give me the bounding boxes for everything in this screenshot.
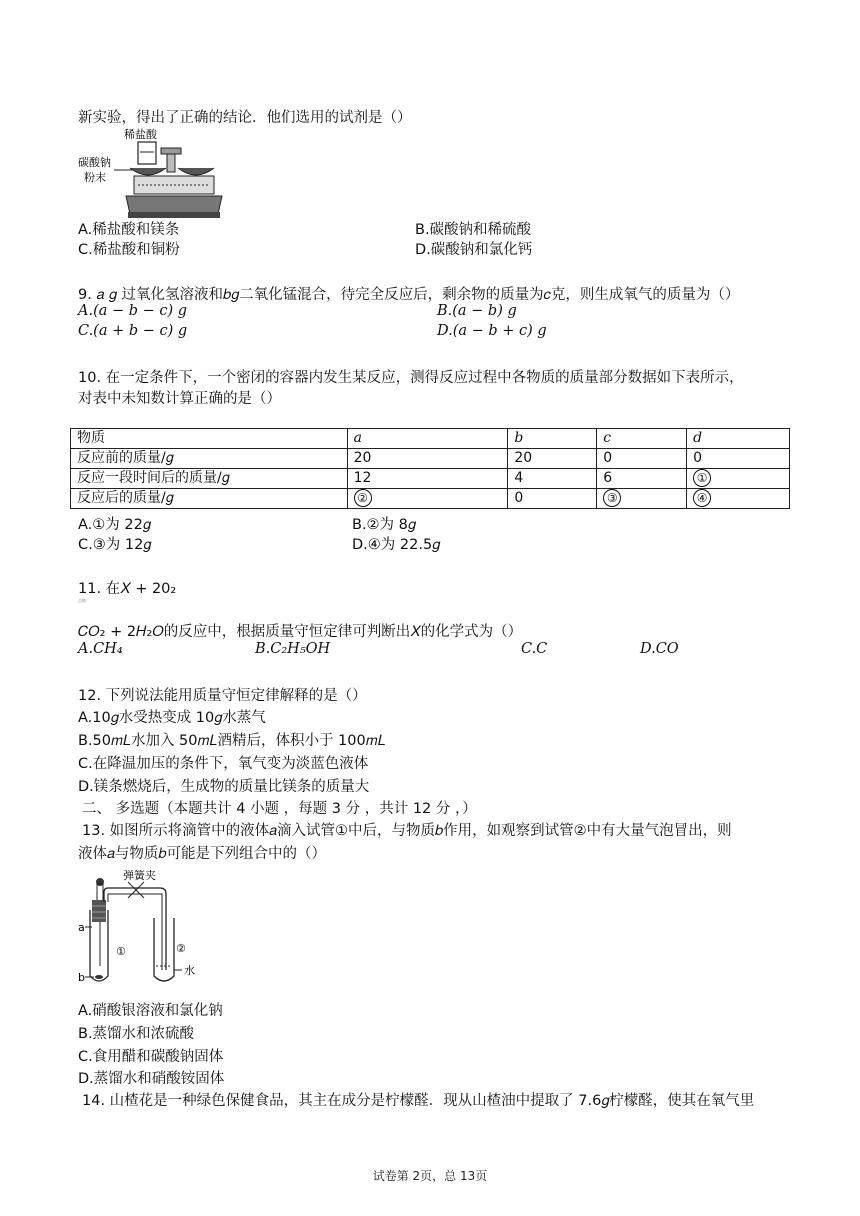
- q10-option-c: C.③为 12𝑔: [78, 537, 152, 553]
- q10-stem-line2: 对表中未知数计算正确的是（）: [78, 391, 281, 407]
- section-title: 二、 多选题（本题共计 4 小题 ，每题 3 分 ，共计 12 分 ，）: [82, 801, 477, 817]
- table-cell: 0: [597, 449, 687, 469]
- table-row: [71, 449, 790, 469]
- q12-stem: 12. 下列说法能用质量守恒定律解释的是（）: [78, 688, 367, 704]
- table-cell: [597, 489, 687, 509]
- table-cell: 0: [508, 489, 597, 509]
- q11-option-b: B.𝐶₂𝐻₅𝑂𝐻: [255, 641, 331, 657]
- table-cell: [687, 469, 790, 489]
- table-header-cell: 𝑐: [597, 429, 687, 449]
- q13-option-d: D.蒸馏水和硝酸铵固体: [78, 1071, 225, 1087]
- table-cell: 4: [508, 469, 597, 489]
- q11-stem-line2: 𝐶𝑂₂ + 2𝐻₂𝑂的反应中，根据质量守恒定律可判断出𝑋的化学式为（）: [78, 624, 523, 640]
- q9-option-d: D.(𝑎 − 𝑏 + 𝑐) 𝑔: [437, 323, 547, 339]
- circled-number: ②: [354, 489, 372, 507]
- q9-stem: 9. 𝑎 𝑔 过氧化氢溶液和𝑏𝑔二氧化锰混合，待完全反应后，剩余物的质量为𝑐克，则生成氧气的质量为（）: [78, 287, 740, 303]
- table-cell: 6: [597, 469, 687, 489]
- q13-option-b: B.蒸馏水和浓硫酸: [78, 1026, 195, 1042]
- fig-label-powder-1: 碳酸钠: [78, 156, 111, 169]
- table-header-cell: 𝑏: [508, 429, 597, 449]
- page-footer: 试卷第 2页，总 13页: [372, 1169, 488, 1183]
- circled-number: ④: [693, 489, 711, 507]
- table-cell: 反应后的质量/𝑔: [71, 489, 348, 509]
- circled-number: ①: [693, 469, 711, 487]
- q11-option-a: A.𝐶𝐻₄: [78, 641, 123, 657]
- q10-option-b: B.②为 8𝑔: [352, 517, 416, 533]
- q12-option-b: B.50𝑚𝐿水加入 50𝑚𝐿酒精后，体积小于 100𝑚𝐿: [78, 733, 386, 749]
- test-tube-figure: [76, 870, 206, 990]
- fig-tube1-label: ①: [116, 945, 126, 958]
- q12-option-a: A.10𝑔水受热变成 10𝑔水蒸气: [78, 710, 266, 726]
- table-cell: 20: [508, 449, 597, 469]
- q8-option-a: A.稀盐酸和镁条: [78, 222, 180, 238]
- q13-stem-line1: 13. 如图所示将滴管中的液体𝑎滴入试管①中后，与物质𝑏作用，如观察到试管②中有大量气泡冒出，则: [82, 823, 732, 839]
- table-cell: 反应一段时间后的质量/𝑔: [71, 469, 348, 489]
- q14-stem-line1: 14. 山楂花是一种绿色保健食品，其主在成分是柠檬醛．现从山楂油中提取了 7.6𝑔柠檬醛，使其在氧气里: [82, 1093, 755, 1109]
- q9-option-a: A.(𝑎 − 𝑏 − 𝑐) 𝑔: [78, 303, 188, 319]
- q12-option-d: D.镁条燃烧后，生成物的质量比镁条的质量大: [78, 779, 370, 795]
- q9-option-b: B.(𝑎 − 𝑏) 𝑔: [437, 303, 517, 319]
- table-header-cell: 𝑎: [347, 429, 508, 449]
- fig-water-label: 水: [184, 964, 195, 977]
- table-cell: 12: [347, 469, 508, 489]
- q11-stem-line1: 11. 在𝑋 + 20₂: [78, 581, 177, 597]
- fig-clamp-label: 弹簧夹: [123, 870, 156, 882]
- table-cell: 反应前的质量/𝑔: [71, 449, 348, 469]
- table-row: [71, 489, 790, 509]
- fig-b-label: b: [78, 971, 85, 984]
- fig-tube2-label: ②: [176, 942, 186, 955]
- fig-label-acid: 稀盐酸: [124, 128, 157, 141]
- q10-option-d: D.④为 22.5𝑔: [352, 537, 441, 553]
- q8-option-b: B.碳酸钠和稀硫酸: [415, 222, 532, 238]
- table-cell: 0: [687, 449, 790, 469]
- q8-option-d: D.碳酸钠和氯化钙: [415, 242, 533, 258]
- q10-stem-line1: 10. 在一定条件下，一个密闭的容器内发生某反应，测得反应过程中各物质的质量部分数据如下表所示，: [78, 370, 744, 386]
- fig-a-label: a: [78, 921, 85, 934]
- q11-option-c: C.𝐶: [521, 641, 548, 657]
- q13-option-c: C.食用醋和碳酸钠固体: [78, 1049, 224, 1065]
- table-header-cell: 物质: [71, 429, 348, 449]
- q11-tiny-mark: 点燃: [78, 598, 86, 603]
- q13-option-a: A.硝酸银溶液和氯化钠: [78, 1003, 223, 1019]
- q10-option-a: A.①为 22𝑔: [78, 517, 151, 533]
- q9-option-c: C.(𝑎 + 𝑏 − 𝑐) 𝑔: [78, 323, 188, 339]
- table-row: [71, 469, 790, 489]
- q13-stem-line2: 液体𝑎与物质𝑏可能是下列组合中的（）: [78, 846, 326, 862]
- table-cell: 20: [347, 449, 508, 469]
- table-header-row: [71, 429, 790, 449]
- q10-data-table: [70, 428, 790, 509]
- fig-label-powder-2: 粉末: [84, 171, 106, 184]
- circled-number: ③: [603, 489, 621, 507]
- q8-option-c: C.稀盐酸和铜粉: [78, 242, 180, 258]
- balance-figure: [78, 124, 223, 220]
- table-header-cell: 𝑑: [687, 429, 790, 449]
- table-cell: [347, 489, 508, 509]
- q11-option-d: D.𝐶𝑂: [640, 641, 679, 657]
- q12-option-c: C.在降温加压的条件下，氧气变为淡蓝色液体: [78, 756, 369, 772]
- table-cell: [687, 489, 790, 509]
- q8-intro: 新实验，得出了正确的结论．他们选用的试剂是（）: [78, 110, 412, 126]
